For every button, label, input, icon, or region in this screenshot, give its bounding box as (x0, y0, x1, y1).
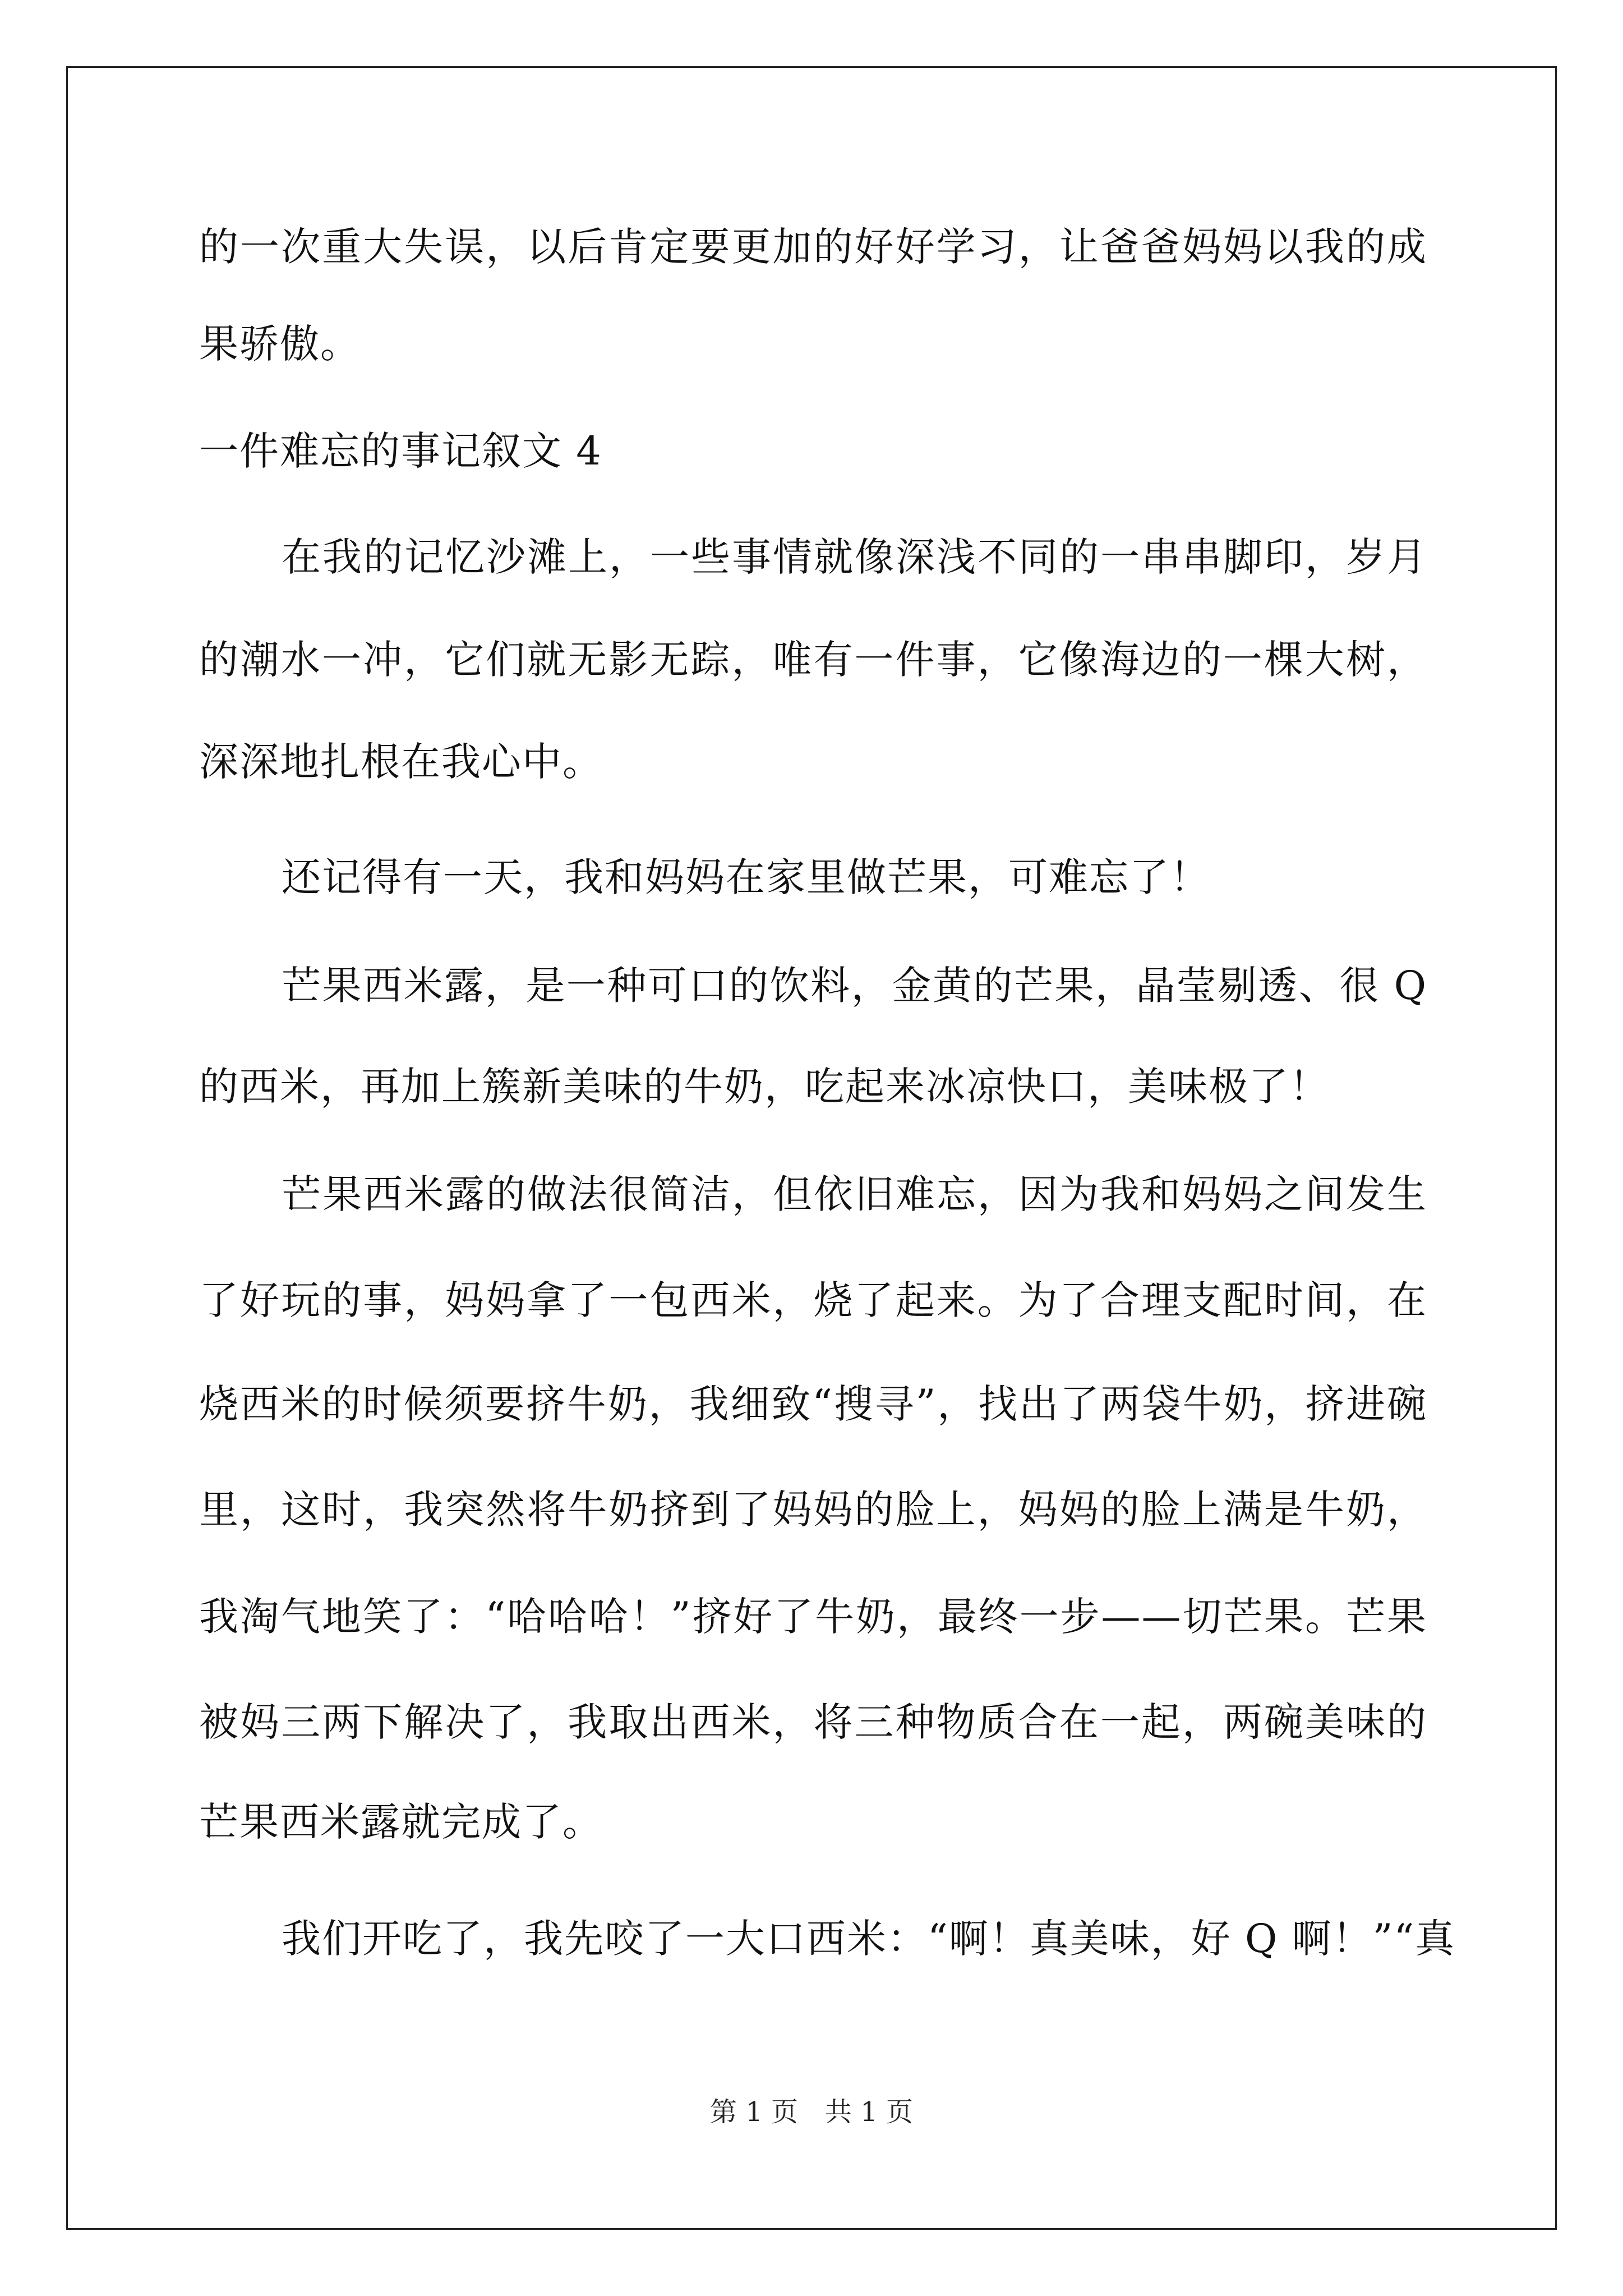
page-footer: 第 1 页 共 1 页 (709, 2096, 914, 2128)
body-text-line: 在我的记忆沙滩上，一些事情就像深浅不同的一串串脚印，岁月 (282, 534, 1427, 580)
body-text-line: 的西米，再加上簇新美味的牛奶，吃起来冰凉快口，美味极了！ (199, 1064, 1330, 1110)
body-text-line: 里，这时，我突然将牛奶挤到了妈妈的脸上，妈妈的脸上满是牛奶， (199, 1487, 1427, 1533)
section-heading: 一件难忘的事记叙文 4 (199, 428, 602, 474)
body-text-line: 我淘气地笑了：“哈哈哈！”挤好了牛奶，最终一步——切芒果。芒果 (199, 1594, 1427, 1640)
body-text-line: 深深地扎根在我心中。 (199, 739, 603, 785)
body-text-line: 芒果西米露就完成了。 (199, 1799, 603, 1845)
body-text-line: 还记得有一天，我和妈妈在家里做芒果，可难忘了！ (282, 854, 1210, 900)
body-text-line: 果骄傲。 (199, 321, 361, 367)
body-text-line: 被妈三两下解决了，我取出西米，将三种物质合在一起，两碗美味的 (199, 1699, 1427, 1745)
body-text-line: 烧西米的时候须要挤牛奶，我细致“搜寻”，找出了两袋牛奶，挤进碗 (199, 1381, 1427, 1427)
body-text-line: 芒果西米露的做法很简洁，但依旧难忘，因为我和妈妈之间发生 (282, 1171, 1427, 1217)
page-border (66, 66, 1557, 2230)
body-text-line: 我们开吃了，我先咬了一大口西米：“啊！真美味，好 Q 啊！”“真 (282, 1916, 1456, 1962)
body-text-line: 的潮水一冲，它们就无影无踪，唯有一件事，它像海边的一棵大树， (199, 637, 1427, 683)
body-text-line: 芒果西米露，是一种可口的饮料，金黄的芒果，晶莹剔透、很 Q (282, 963, 1427, 1009)
body-text-line: 了好玩的事，妈妈拿了一包西米，烧了起来。为了合理支配时间，在 (199, 1277, 1427, 1323)
body-text-line: 的一次重大失误，以后肯定要更加的好好学习，让爸爸妈妈以我的成 (199, 224, 1427, 270)
